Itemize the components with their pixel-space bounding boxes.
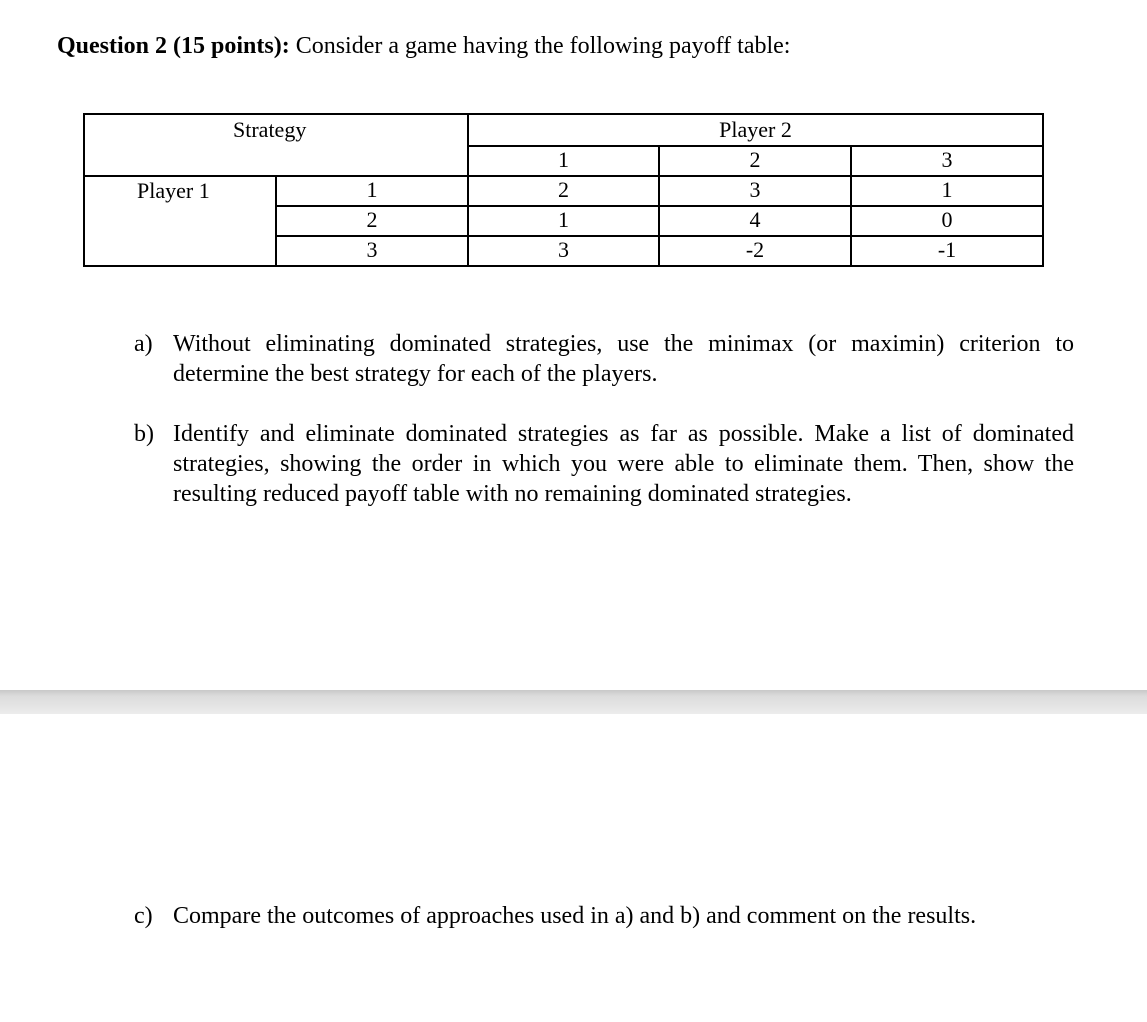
strategy-header: Strategy xyxy=(84,114,468,176)
part-c-label: c) xyxy=(134,903,153,929)
column-strategy-2: 2 xyxy=(659,146,851,176)
player1-header: Player 1 xyxy=(84,176,276,266)
payoff-cell: 0 xyxy=(851,206,1043,236)
part-a xyxy=(134,329,1074,389)
table-row xyxy=(84,176,1043,206)
payoff-cell: -1 xyxy=(851,236,1043,266)
row-strategy: 1 xyxy=(276,176,468,206)
page-divider xyxy=(0,690,1147,714)
part-a-text: Without eliminating dominated strategies, use the minimax (or maximin) criterion to determine the best strategy for each of the players. xyxy=(173,331,1074,387)
row-strategy: 3 xyxy=(276,236,468,266)
payoff-cell: 3 xyxy=(659,176,851,206)
column-strategy-3: 3 xyxy=(851,146,1043,176)
question-text: Consider a game having the following payoff table: xyxy=(289,33,791,59)
part-b xyxy=(134,419,1074,509)
table-header-row xyxy=(84,114,1043,146)
payoff-cell: -2 xyxy=(659,236,851,266)
payoff-cell: 3 xyxy=(468,236,659,266)
payoff-table xyxy=(83,113,1044,267)
column-strategy-1: 1 xyxy=(468,146,659,176)
part-c xyxy=(134,901,1074,931)
payoff-cell: 4 xyxy=(659,206,851,236)
part-a-label: a) xyxy=(134,331,153,357)
payoff-cell: 1 xyxy=(851,176,1043,206)
player2-header: Player 2 xyxy=(468,114,1043,146)
question-title xyxy=(57,31,790,61)
payoff-cell: 1 xyxy=(468,206,659,236)
question-number: Question 2 (15 points): xyxy=(57,33,290,59)
part-b-label: b) xyxy=(134,421,154,447)
part-c-text: Compare the outcomes of approaches used in a) and b) and comment on the results. xyxy=(173,903,977,929)
payoff-cell: 2 xyxy=(468,176,659,206)
part-b-text: Identify and eliminate dominated strategies as far as possible. Make a list of dominated strategies, showing the order in which you were able to eliminate them. Then, show the resulting reduced payoff table with no remaining dominated strategies. xyxy=(173,421,1074,507)
row-strategy: 2 xyxy=(276,206,468,236)
